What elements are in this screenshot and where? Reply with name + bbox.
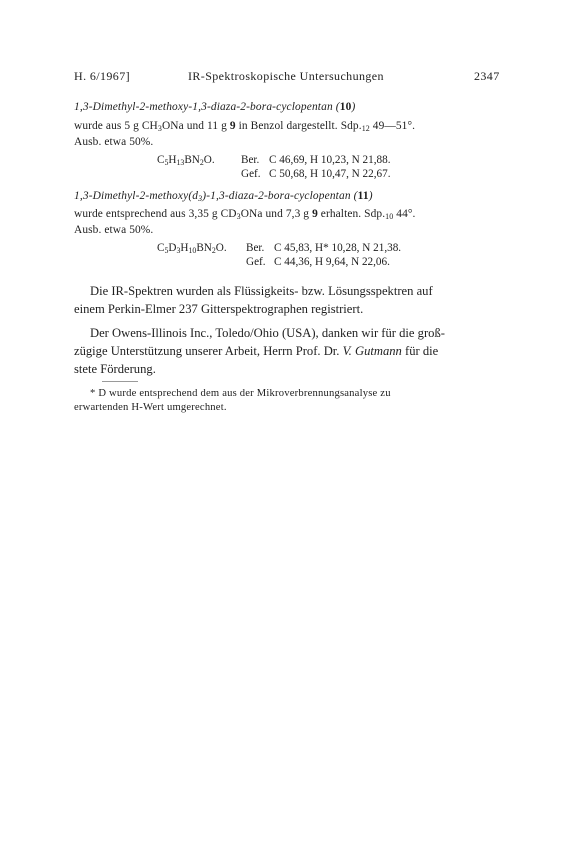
paragraph-line: einem Perkin-Elmer 237 Gitterspektrographen registriert. <box>74 302 364 316</box>
compound-10-preparation: wurde aus 5 g $CH_3ONa$ und 11 g 9 in Benzol dargestellt. $Sdp._{12}$ 49—51°. <box>74 120 416 133</box>
person-name: V. Gutmann <box>342 344 402 358</box>
paragraph-line: stete Förderung. <box>74 362 156 376</box>
compound-10-found: Gef. C 50,68, H 10,47, N 22,67. <box>241 168 391 180</box>
compound-10-yield: Ausb. etwa 50%. <box>74 136 154 148</box>
compound-number: 10 <box>339 101 352 113</box>
compound-11-formula: $C_5D_3H_{10}BN_2O$. <box>157 242 227 255</box>
footnote-line: * D wurde entsprechend dem aus der Mikroverbrennungsanalyse zu <box>90 388 391 399</box>
running-title: IR-Spektroskopische Untersuchungen <box>188 69 384 83</box>
paragraph-line: Die IR-Spektren wurden als Flüssigkeits- bzw. Lösungsspektren auf <box>90 284 433 298</box>
paragraph-line: zügige Unterstützung unserer Arbeit, Herrn Prof. Dr. V. Gutmann für die <box>74 344 439 358</box>
compound-11-yield: Ausb. etwa 50%. <box>74 224 154 236</box>
page-number: 2347 <box>474 69 500 83</box>
compound-10-formula: $C_5H_{13}BN_2O$. <box>157 154 215 167</box>
compound-11-calc: Ber. C 45,83, H* 10,28, N 21,38. <box>246 242 402 254</box>
compound-10-title: 1,3-Dimethyl-2-methoxy-1,3-diaza-2-bora-cyclopentan (10) <box>74 101 356 113</box>
compound-number: 11 <box>357 190 369 202</box>
journal-issue: H. 6/1967] <box>74 69 130 83</box>
footnote-rule <box>102 381 138 382</box>
compound-11-preparation: wurde entsprechend aus 3,35 g $CD_3ONa$ und 7,3 g 9 erhalten. $Sdp._{10}$ 44°. <box>74 208 416 221</box>
compound-11-found: Gef. C 44,36, H 9,64, N 22,06. <box>246 256 390 268</box>
footnote-line: erwartenden H-Wert umgerechnet. <box>74 402 227 413</box>
compound-11-title: $1,3-Dimethyl-2-methoxy(d_3)-1,3-diaza-2-bora$-cyclopentan (11) <box>74 190 373 203</box>
compound-10-calc: Ber. C 46,69, H 10,23, N 21,88. <box>241 154 391 166</box>
paragraph-line: Der Owens-Illinois Inc., Toledo/Ohio (USA), danken wir für die groß- <box>90 326 445 340</box>
